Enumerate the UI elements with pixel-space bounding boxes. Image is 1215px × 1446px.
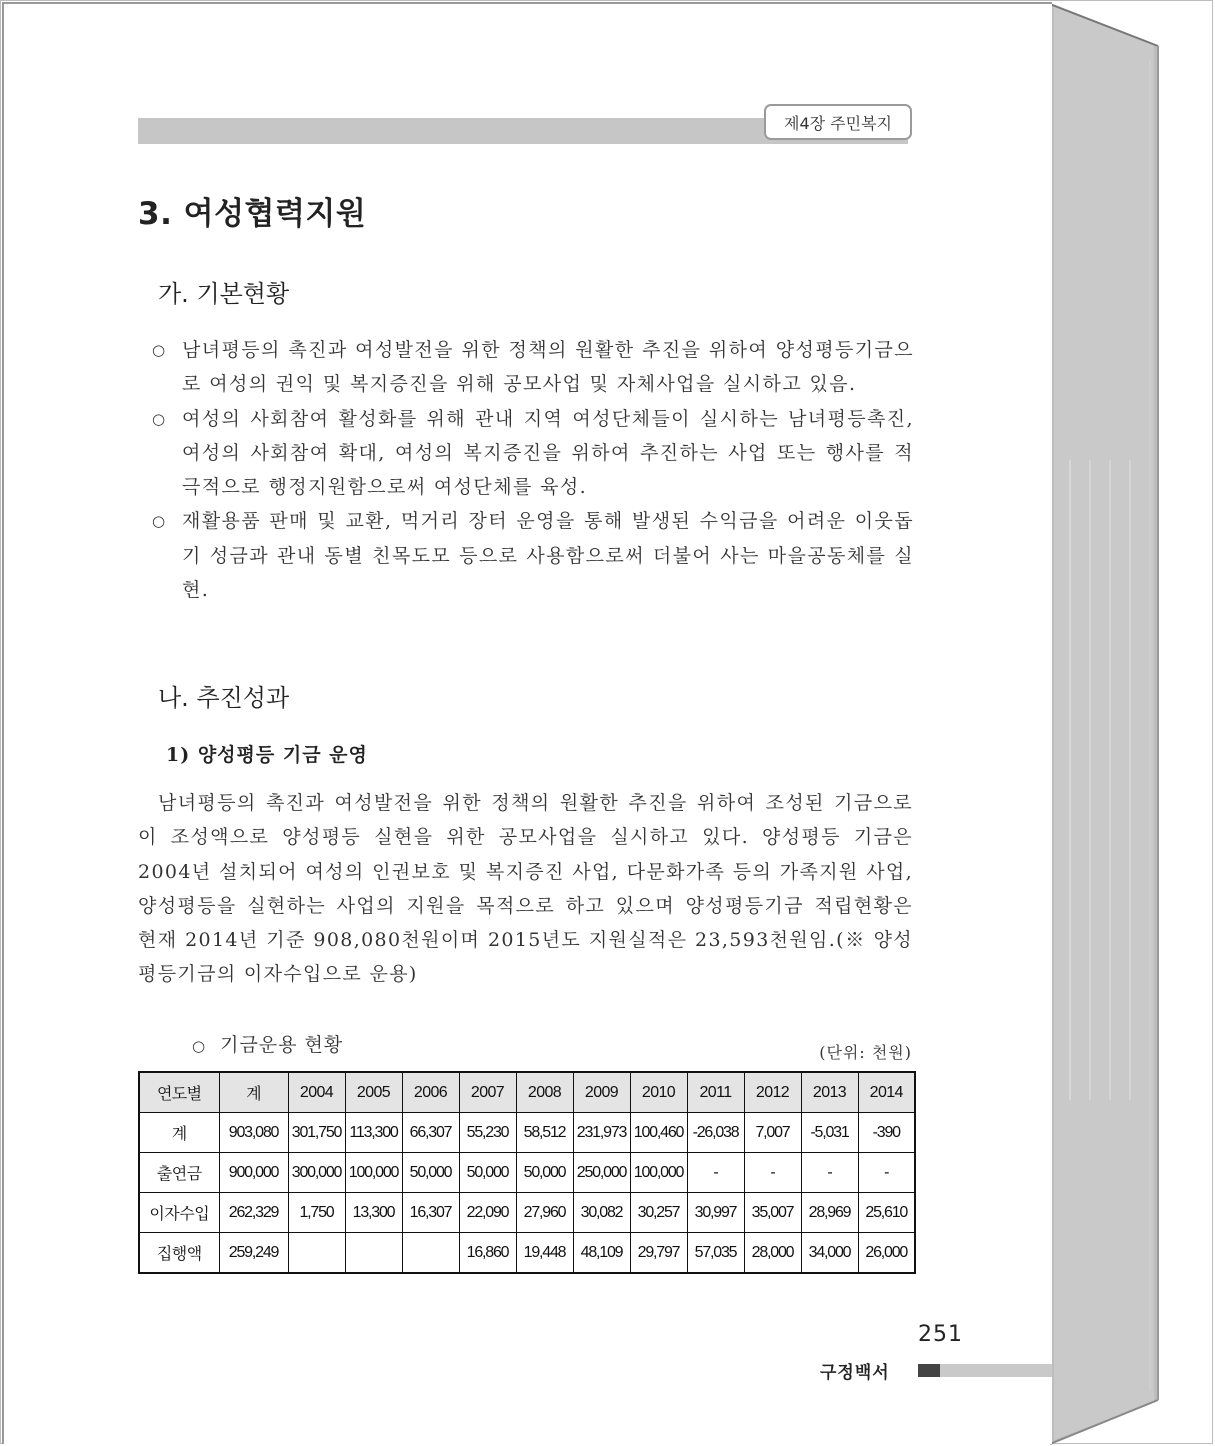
table-cell: 100,000 [630,1153,687,1193]
table-row-label: 출연금 [139,1153,219,1193]
table-header-cell: 2007 [459,1072,516,1113]
table-cell [345,1233,402,1274]
table-row [139,1233,915,1274]
section-title: 3. 여성협력지원 [138,196,367,232]
table-cell: 22,090 [459,1193,516,1233]
table-cell: 903,080 [219,1113,288,1153]
table-header-cell: 계 [219,1072,288,1113]
table-cell: 16,307 [402,1193,459,1233]
table-cell: 259,249 [219,1233,288,1274]
table-cell: 301,750 [288,1113,345,1153]
list-item-text: 여성의 사회참여 활성화를 위해 관내 지역 여성단체들이 실시하는 남녀평등촉진, 여성의 사회참여 확대, 여성의 복지증진을 위하여 추진하는 사업 또는 행사를 적극적으로 행정지원함으로써 여성단체를 육성. [182,407,914,499]
table-cell: - [744,1153,801,1193]
table-cell: 55,230 [459,1113,516,1153]
book-page-edges [1050,0,1215,1446]
table-row [139,1113,915,1153]
bullet-icon: ○ [152,512,167,531]
table-caption [192,1030,343,1057]
table-row-label: 집행액 [139,1233,219,1274]
fund-operation-table [138,1071,916,1274]
book-title: 구정백서 [820,1363,890,1383]
table-cell: - [687,1153,744,1193]
table-header-row [139,1072,915,1113]
table-cell: -26,038 [687,1113,744,1153]
table-cell: 113,300 [345,1113,402,1153]
table-cell: - [858,1153,915,1193]
list-item-text: 남녀평등의 촉진과 여성발전을 위한 정책의 원활한 추진을 위하여 양성평등기금으로 여성의 권익 및 복지증진을 위해 공모사업 및 자체사업을 실시하고 있음. [182,339,914,396]
table-row-label: 이자수입 [139,1193,219,1233]
table-header-cell: 연도별 [139,1072,219,1113]
table-cell: 26,000 [858,1233,915,1274]
table-cell: 13,300 [345,1193,402,1233]
list-item-text: 재활용품 판매 및 교환, 먹거리 장터 운영을 통해 발생된 수익금을 어려운 이웃돕기 성금과 관내 동별 친목도모 등으로 사용함으로써 더불어 사는 마을공동체를 실현. [182,510,914,602]
table-cell: -390 [858,1113,915,1153]
table-cell: 29,797 [630,1233,687,1274]
table-cell: 35,007 [744,1193,801,1233]
table-cell: 28,000 [744,1233,801,1274]
fund-description-paragraph: 남녀평등의 촉진과 여성발전을 위한 정책의 원활한 추진을 위하여 조성된 기금으로 이 조성액으로 양성평등 실현을 위한 공모사업을 실시하고 있다. 양성평등 기금은 2004년 설치되어 여성의 인권보호 및 복지증진 사업, 다문화가족 등의 가족지원 사업, 양성평등을 실현하는 사업의 지원을 목적으로 하고 있으며 양성평등기금 적립현황은 현재 2014년 기준 908,080천원이며 2015년도 지원실적은 23,593천원임.(※ 양성평등기금의 이자수입으로 운용) [138,792,913,986]
table-cell: 16,860 [459,1233,516,1274]
table-cell: 57,035 [687,1233,744,1274]
table-header-cell: 2008 [516,1072,573,1113]
table-cell: 34,000 [801,1233,858,1274]
bullet-icon: ○ [192,1037,207,1055]
table-cell [288,1233,345,1274]
table-row [139,1193,915,1233]
item-title-fund-operation: 1) 양성평등 기금 운영 [166,744,368,766]
footer-bar-light [940,1364,1052,1377]
table-cell: 300,000 [288,1153,345,1193]
table-cell: 58,512 [516,1113,573,1153]
list-item [150,333,914,402]
table-header-cell: 2010 [630,1072,687,1113]
table-cell: 66,307 [402,1113,459,1153]
subsection-title-achievements: 나. 추진성과 [158,684,290,712]
table-cell: 100,460 [630,1113,687,1153]
table-row-label: 계 [139,1113,219,1153]
table-cell: 30,257 [630,1193,687,1233]
basic-status-list [150,333,914,607]
table-cell [402,1233,459,1274]
bullet-icon: ○ [152,341,167,359]
table-cell: 50,000 [402,1153,459,1193]
table-header-cell: 2013 [801,1072,858,1113]
table-body [139,1072,915,1273]
table-cell: 1,750 [288,1193,345,1233]
table-caption-text: 기금운용 현황 [220,1034,344,1056]
table-header-cell: 2006 [402,1072,459,1113]
table-row [139,1153,915,1193]
table-header-cell: 2005 [345,1072,402,1113]
table-cell: 30,082 [573,1193,630,1233]
table-cell: -5,031 [801,1113,858,1153]
list-item [150,504,914,607]
table-cell: 262,329 [219,1193,288,1233]
chapter-tab: 제4장 주민복지 [764,104,912,140]
table-cell: 900,000 [219,1153,288,1193]
table-cell: 25,610 [858,1193,915,1233]
table-cell: 250,000 [573,1153,630,1193]
page-number: 251 [918,1322,963,1347]
table-cell: 28,969 [801,1193,858,1233]
list-item [150,402,914,505]
table-cell: 50,000 [459,1153,516,1193]
table-header-cell: 2009 [573,1072,630,1113]
table-cell: 50,000 [516,1153,573,1193]
table-cell: 27,960 [516,1193,573,1233]
table-cell: 100,000 [345,1153,402,1193]
table-cell: 48,109 [573,1233,630,1274]
unit-label: (단위: 천원) [819,1043,912,1062]
table-header-cell: 2012 [744,1072,801,1113]
table-cell: 7,007 [744,1113,801,1153]
table-header-cell: 2014 [858,1072,915,1113]
table-cell: - [801,1153,858,1193]
table-cell: 231,973 [573,1113,630,1153]
subsection-title-basic-status: 가. 기본현황 [158,280,290,308]
table-cell: 19,448 [516,1233,573,1274]
table-cell: 30,997 [687,1193,744,1233]
footer-bar-dark [918,1364,940,1377]
table-header-cell: 2011 [687,1072,744,1113]
bullet-icon: ○ [152,409,167,428]
table-header-cell: 2004 [288,1072,345,1113]
